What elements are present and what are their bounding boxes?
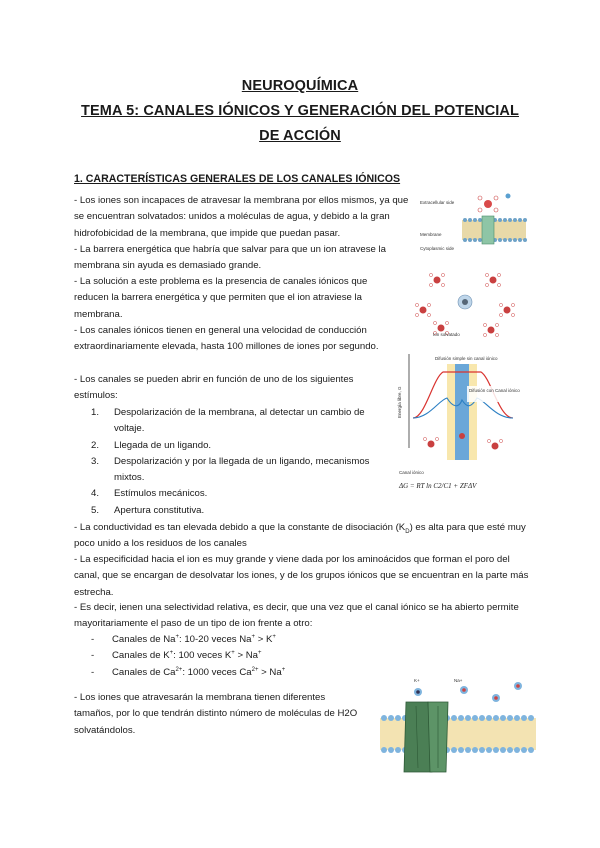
paragraph-barrier: - La barrera energética que habría que salvar para que un ion atravese la membrana sin ayuda es demasiado grande.: [74, 244, 386, 272]
figure-membrane-ion: [418, 188, 528, 266]
figure-energy-diagram: [395, 268, 535, 498]
stimulus-text: Despolarización de la membrana, al detectar un cambio de voltaje.: [114, 407, 365, 435]
membrane-bilayer: [462, 216, 527, 244]
selectivity-text: +: [175, 633, 179, 640]
selectivity-item: [74, 632, 374, 648]
selectivity-text: +: [169, 650, 174, 657]
selectivity-text: +: [231, 650, 235, 657]
ions-above-membrane-icon: [414, 682, 522, 702]
selectivity-text: Canales de Na: [112, 634, 176, 645]
selectivity-list: [74, 632, 374, 681]
stimulus-text: Llegada de un ligando.: [114, 439, 212, 451]
stimulus-text: Estímulos mecánicos.: [114, 488, 208, 500]
selectivity-text: +: [281, 666, 286, 673]
title-topic-cont: DE ACCIÓN: [259, 128, 341, 144]
solvated-ions-cluster-icon: [415, 273, 514, 336]
paragraph-specificity: - La especificidad hacia el ion es muy grande y viene dada por los aminoácidos que forman el poro del canal, que se encargan de desolvatar los iones, y de los grupos iónicos que se encuentran en la parte más estrecha.: [74, 554, 529, 598]
label-membrane: Membrane: [420, 232, 442, 237]
title-subject: NEUROQUÍMICA: [241, 78, 359, 94]
title-topic: TEMA 5: CANALES IÓNICOS Y GENERACIÓN DEL POTENCIAL: [81, 103, 519, 119]
stimuli-list: [74, 405, 374, 519]
selectivity-dash: -: [91, 666, 95, 678]
selectivity-text: > K: [255, 634, 273, 645]
selectivity-text: 2+: [251, 666, 259, 673]
membrane-bilayer-2: [380, 715, 536, 753]
paragraph-selectivity: - Es decir, ienen una selectividad relativa, es decir, que una vez que el canal iónico se ha abierto permite mayoritariamente el paso de un tipo de ion frente a otro:: [74, 602, 519, 630]
energy-chart: [397, 332, 520, 490]
selectivity-text: 2+: [175, 666, 183, 673]
stimulus-item: [74, 438, 374, 454]
label-yaxis: Energía libre, G: [397, 386, 402, 418]
label-simple-diffusion: Difusión simple sin canal iónico: [435, 356, 498, 361]
selectivity-dash: -: [91, 650, 95, 662]
selectivity-item: [74, 648, 374, 664]
selectivity-text: : 100 veces K: [173, 650, 232, 662]
label-ion-solvated: Ion solvatado: [433, 332, 460, 337]
paragraph-velocity: - Los canales iónicos tienen en general una velocidad de conducción extraordinariamente elevada, hasta 100 millones de iones por segundo.: [74, 325, 379, 353]
stimulus-item: [74, 503, 374, 519]
paragraph-stimuli: - Los canales se pueden abrir en función de uno de los siguientes estímulos:: [74, 374, 354, 402]
label-channel-diffusion: Difusión con Canal iónico: [469, 388, 520, 393]
stimulus-number: 3.: [91, 455, 100, 467]
label-k: K+: [414, 678, 420, 683]
selectivity-text: > Na: [258, 666, 282, 678]
stimulus-item: [74, 454, 374, 487]
stimulus-text: Apertura constitutiva.: [114, 504, 205, 516]
label-ion-channel: Canal iónico: [399, 470, 424, 475]
selectivity-text: : 10-20 veces Na: [178, 634, 252, 645]
selectivity-text: +: [257, 650, 262, 657]
label-extracellular: Extracellular side: [420, 200, 455, 205]
stimulus-item: [74, 405, 374, 438]
selectivity-text: Canales de Ca: [112, 666, 176, 678]
ion-channel-protein-icon: [404, 702, 448, 772]
selectivity-text: +: [251, 633, 256, 640]
paragraph-conductivity: - La conductividad es tan elevada debido a que la constante de disociación $(K_D)$ es alta para que esté muy poco unido a los residuos de los canales: [74, 522, 526, 550]
label-na: Na+: [454, 678, 463, 683]
label-cytoplasmic: Cytoplasmic side: [420, 246, 455, 251]
stimulus-number: 1.: [91, 407, 100, 418]
stimulus-number: 5.: [91, 504, 100, 516]
figure-channel-membrane: [378, 672, 538, 782]
stimulus-item: [74, 486, 374, 502]
selectivity-item: [74, 665, 374, 681]
selectivity-dash: -: [91, 634, 95, 645]
stimulus-number: 2.: [91, 439, 100, 451]
selectivity-text: +: [272, 633, 276, 640]
stimulus-text: Despolarización y por la llegada de un ligando, mecanismos mixtos.: [114, 455, 370, 484]
selectivity-text: : 1000 veces Ca: [182, 666, 252, 678]
paragraph-solvated: - Los iones son incapaces de atravesar la membrana por ellos mismos, ya que se encuentran solvatados: unidos a moléculas de agua, y debido a la gran hidrofobicidad de la membrana, que impide que puedan pasar.: [74, 195, 409, 239]
solvated-ion-icon: [478, 194, 511, 213]
section-heading: 1. CARACTERÍSTICAS GENERALES DE LOS CANALES IÓNICOS: [74, 173, 401, 185]
selectivity-text: Canales de K: [112, 650, 170, 662]
paragraph-solution: - La solución a este problema es la presencia de canales iónicos que reducen la barrera energética y que permiten que el ion atraviese la membrana.: [74, 276, 368, 320]
label-equation: ΔG = RT ln C2/C1 + ZFΔV: [399, 482, 477, 490]
selectivity-text: > Na: [234, 650, 258, 662]
paragraph-ion-sizes: - Los iones que atravesarán la membrana tienen diferentes tamaños, por lo que tendrán distinto número de moléculas de H2O solvatándolos.: [74, 692, 358, 736]
stimulus-number: 4.: [91, 488, 100, 500]
